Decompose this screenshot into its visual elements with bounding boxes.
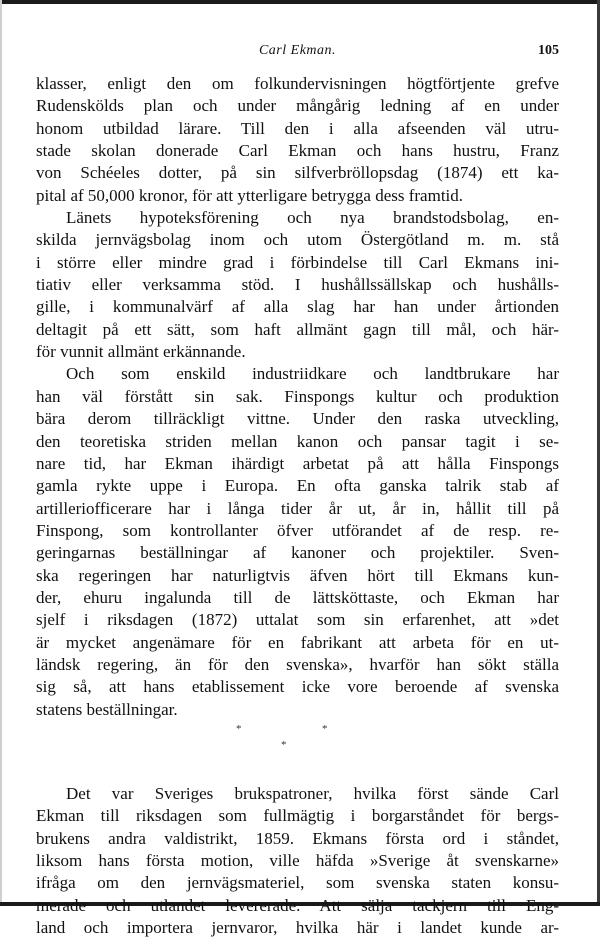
text-line: merade och utlandet levererade. Att sälja tackjern till Eng- xyxy=(36,895,559,915)
text-line: för vunnit allmänt erkännande. xyxy=(36,342,246,362)
paragraph-school xyxy=(36,73,559,207)
text-line: liksom hans första motion, ville häfda »Sverige åt svenskarne» xyxy=(36,851,559,870)
text-line: von Schéeles dotter, på sin silfverbröllopsdag (1874) ett ka- xyxy=(36,163,559,183)
text-line: den teoretiska striden mellan kanon och pansar tagit i se- xyxy=(36,431,559,451)
text-line: nare tid, har Ekman ihärdigt arbetat på att hålla Finspongs xyxy=(36,453,559,473)
text-line: Ekman till riksdagen som fullmägtig i borgarståndet för bergs- xyxy=(36,806,559,826)
paragraph-riksdag xyxy=(36,783,559,939)
text-line: Och som enskild industriidkare och landtbrukare har xyxy=(66,364,559,384)
paragraph-industry xyxy=(36,363,559,721)
body-text xyxy=(36,73,559,939)
text-line: Det var Sveriges brukspatroner, hvilka först sände Carl xyxy=(66,783,559,803)
text-line: Finspong, som kontrollanter öfver utförandet af de resp. re- xyxy=(36,520,559,540)
running-header xyxy=(36,43,559,63)
text-line: honom utbildad lärare. Till den i alla afseenden väl utru- xyxy=(36,118,559,138)
text-line: klasser, enligt den om folkundervisningen högtförtjente grefve xyxy=(36,74,559,93)
text-line: i större eller mindre grad i förbindelse till Carl Ekmans ini- xyxy=(36,252,559,272)
text-line: tiativ eller verksamma stöd. I hushållssällskap och hushålls- xyxy=(36,275,559,295)
top-scan-border xyxy=(0,0,600,4)
text-line: der, ehuru ingalunda till de lättsköttaste, och Ekman har xyxy=(36,587,559,607)
text-line: geringarnas beställningar af kanoner och projektiler. Sven- xyxy=(36,543,559,563)
text-line: ländsk regering, än för den svenska», hvarför han sökt ställa xyxy=(36,654,559,674)
text-line: brukens andra valdistrikt, 1859. Ekmans första ord i ståndet, xyxy=(36,828,559,848)
text-line: gille, i kommunalvärf af alla slag har han under årtionden xyxy=(36,297,559,317)
paragraph-associations xyxy=(36,207,559,363)
running-title: Carl Ekman. xyxy=(258,43,337,58)
section-break xyxy=(36,721,559,771)
text-line: deltagit på ett sätt, som haft allmänt gagn till mål, och här- xyxy=(36,319,559,339)
text-line: pital af 50,000 kronor, för att ytterligare betrygga dess framtid. xyxy=(36,185,464,205)
text-line: Länets hypoteksförening och nya brandstodsbolag, en- xyxy=(66,208,559,228)
spacer xyxy=(36,771,559,783)
text-line: ifråga om den jernvägsmateriel, som svenska staten konsu- xyxy=(36,873,559,893)
text-line: Rudenskölds plan och under mångårig ledning af en under xyxy=(36,96,559,116)
text-line: han väl förstått sin sak. Finspongs kultur och produktion xyxy=(36,386,559,406)
left-scan-edge xyxy=(0,0,2,906)
text-line: gamla rykte uppe i Europa. En ofta ganska talrik stab af xyxy=(36,476,559,496)
text-line: land och importera jernvaror, hvilka här i landet kunde ar- xyxy=(36,918,559,938)
text-line: är mycket angenämare för en fabrikant att arbeta för en ut- xyxy=(36,632,559,652)
text-line: skilda jernvägsbolag inom och utom Östergötland m. m. stå xyxy=(36,230,559,250)
text-line: stade skolan donerade Carl Ekman och hans hustru, Franz xyxy=(36,141,559,161)
text-line: ska regeringen har naturligtvis äfven hört till Ekmans kun- xyxy=(36,565,559,585)
text-line: bära derom tillräckligt vittne. Under den raska utveckling, xyxy=(36,409,559,429)
text-line: statens beställningar. xyxy=(36,699,178,719)
section-break-star: * xyxy=(281,738,287,751)
text-line: artilleriofficerare har i långa tider år ut, år in, hållit till på xyxy=(36,498,559,518)
text-line: sjelf i riksdagen (1872) uttalat som sin erfarenhet, att »det xyxy=(36,610,559,630)
section-break-star: * xyxy=(322,722,328,735)
text-line: sig så, att hans etablissement icke vore beroende af svenska xyxy=(36,677,559,697)
section-break-star: * xyxy=(236,722,242,735)
page-number: 105 xyxy=(538,43,559,58)
